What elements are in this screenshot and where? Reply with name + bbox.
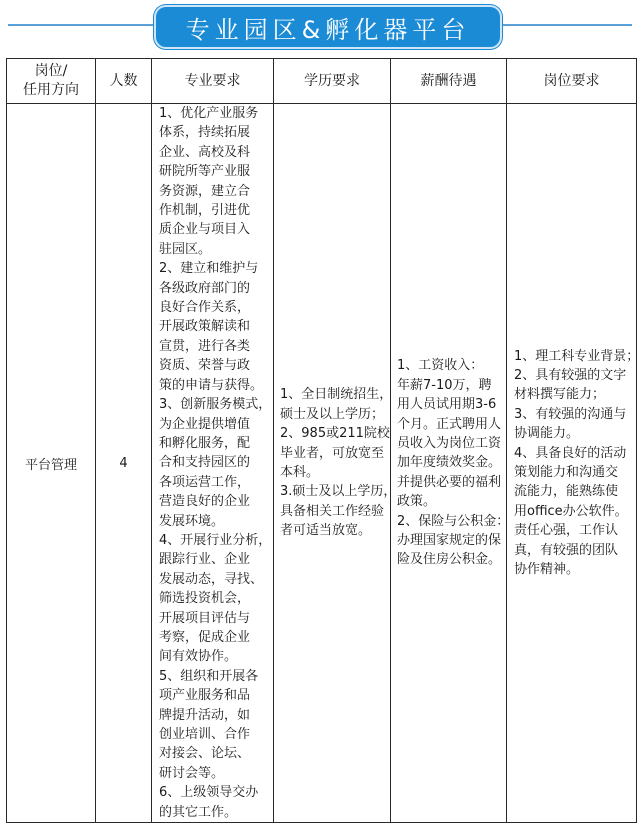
salary-line: 2、保险与公积金： [397, 513, 510, 529]
education-line: 3.硕士及以上学历， [280, 484, 397, 500]
professional-line: 资质、荣誉与政 [159, 358, 251, 374]
requirement-lines [514, 347, 640, 580]
requirement-line: 用office办公软件。 [514, 503, 628, 519]
professional-line: 体系，持续拓展 [159, 125, 251, 141]
title-banner [0, 0, 640, 52]
professional-line: 和孵化服务，配 [159, 435, 251, 451]
professional-line: 合和支持园区的 [159, 455, 251, 471]
header-role-line1: 岗位/ [34, 63, 68, 79]
professional-lines [159, 104, 272, 822]
education-line: 者可适当放宽。 [280, 523, 372, 539]
header-education: 学历要求 [274, 59, 391, 104]
salary-line: 办理国家规定的保 [397, 532, 502, 548]
salary-line: 加年度绩效奖金。 [397, 455, 502, 471]
education-line: 硕士及以上学历； [280, 406, 385, 422]
professional-line: 6、上级领导交办 [159, 785, 259, 801]
page-title: 专业园区&孵化器平台 [185, 15, 471, 44]
professional-line: 为企业提供增值 [159, 416, 251, 432]
professional-line: 跟踪行业、企业 [159, 552, 251, 568]
professional-line: 筛选投资机会， [159, 591, 251, 607]
header-salary: 薪酬待遇 [391, 59, 507, 104]
professional-line: 项产业服务和品 [159, 688, 251, 704]
professional-line: 牌提升活动，如 [159, 707, 251, 723]
professional-line: 5、组织和开展各 [159, 668, 259, 684]
professional-line: 各项运营工作， [159, 474, 251, 490]
professional-line: 研讨会等。 [159, 765, 225, 781]
professional-line: 良好合作关系， [159, 300, 251, 316]
requirement-line: 协调能力。 [514, 426, 580, 442]
professional-line: 开展政策解读和 [159, 319, 251, 335]
professional-line: 研院所等产业服 [159, 164, 251, 180]
education-line: 1、全日制统招生， [280, 387, 393, 403]
salary-line: 员收入为岗位工资 [397, 435, 502, 451]
education-cell [274, 104, 397, 823]
professional-line: 对接会、论坛、 [159, 746, 251, 762]
education-line: 2、985或211院校 [280, 426, 390, 442]
professional-line: 企业、高校及科 [159, 144, 251, 160]
requirement-line: 3、有较强的沟通与 [514, 406, 627, 422]
salary-line: 年薪7-10万，聘 [397, 377, 492, 393]
requirement-line: 真，有较强的团队 [514, 542, 619, 558]
professional-line: 策的申请与获得。 [159, 377, 264, 393]
salary-line: 政策。 [397, 494, 437, 510]
professional-line: 各级政府部门的 [159, 280, 251, 296]
requirement-line: 策划能力和沟通交 [514, 465, 619, 481]
professional-line: 创业培训、合作 [159, 727, 251, 742]
role-cell: 平台管理 [7, 104, 96, 823]
professional-line: 4、开展行业分析， [159, 532, 272, 548]
salary-line: 个月。正式聘用人 [397, 416, 502, 432]
salary-line: 用人员试用期3-6 [397, 397, 497, 413]
professional-line: 2、建立和维护与 [159, 261, 259, 277]
professional-line: 务资源，建立合 [159, 183, 251, 199]
professional-line: 的其它工作。 [159, 804, 238, 820]
salary-cell [391, 104, 510, 823]
requirement-line: 4、具备良好的活动 [514, 445, 627, 461]
table-row [7, 104, 637, 823]
requirements-cell [507, 104, 640, 823]
professional-line: 宣贯，进行各类 [159, 338, 251, 354]
salary-line: 1、工资收入： [397, 358, 484, 374]
professional-line: 营造良好的企业 [159, 494, 251, 510]
professional-cell [152, 104, 274, 823]
professional-line: 3、创新服务模式， [159, 397, 272, 413]
header-count: 人数 [96, 59, 152, 104]
professional-line: 发展动态，寻找、 [159, 571, 264, 587]
header-professional: 专业要求 [152, 59, 274, 104]
education-lines [280, 385, 397, 540]
header-role-line2: 任用方向 [23, 82, 79, 98]
header-row [7, 59, 637, 104]
title-pill [154, 5, 502, 49]
professional-line: 间有效协作。 [159, 649, 238, 665]
salary-line: 并提供必要的福利 [397, 474, 502, 490]
header-requirements: 岗位要求 [507, 59, 637, 104]
professional-line: 开展项目评估与 [159, 610, 251, 626]
education-line: 具备相关工作经验 [280, 503, 385, 519]
education-line: 本科。 [280, 465, 320, 481]
professional-line: 发展环境。 [159, 513, 225, 529]
salary-line: 险及住房公积金。 [397, 552, 502, 568]
education-line: 毕业者，可放宽至 [280, 445, 385, 461]
requirement-line: 流能力，能熟练使 [514, 484, 619, 500]
count-cell: 4 [96, 104, 152, 823]
professional-line: 考察，促成企业 [159, 629, 251, 645]
requirement-line: 协作精神。 [514, 562, 580, 578]
professional-line: 1、优化产业服务 [159, 106, 259, 121]
professional-line: 驻园区。 [159, 241, 212, 257]
requirement-line: 1、理工科专业背景； [514, 348, 640, 364]
professional-line: 质企业与项目入 [159, 222, 251, 238]
professional-line: 作机制，引进优 [159, 203, 251, 219]
job-table [6, 58, 640, 823]
requirement-line: 责任心强，工作认 [514, 523, 619, 539]
salary-lines [397, 356, 510, 569]
requirement-line: 材料撰写能力； [514, 387, 606, 403]
header-role [7, 59, 96, 104]
requirement-line: 2、具有较强的文字 [514, 367, 627, 383]
